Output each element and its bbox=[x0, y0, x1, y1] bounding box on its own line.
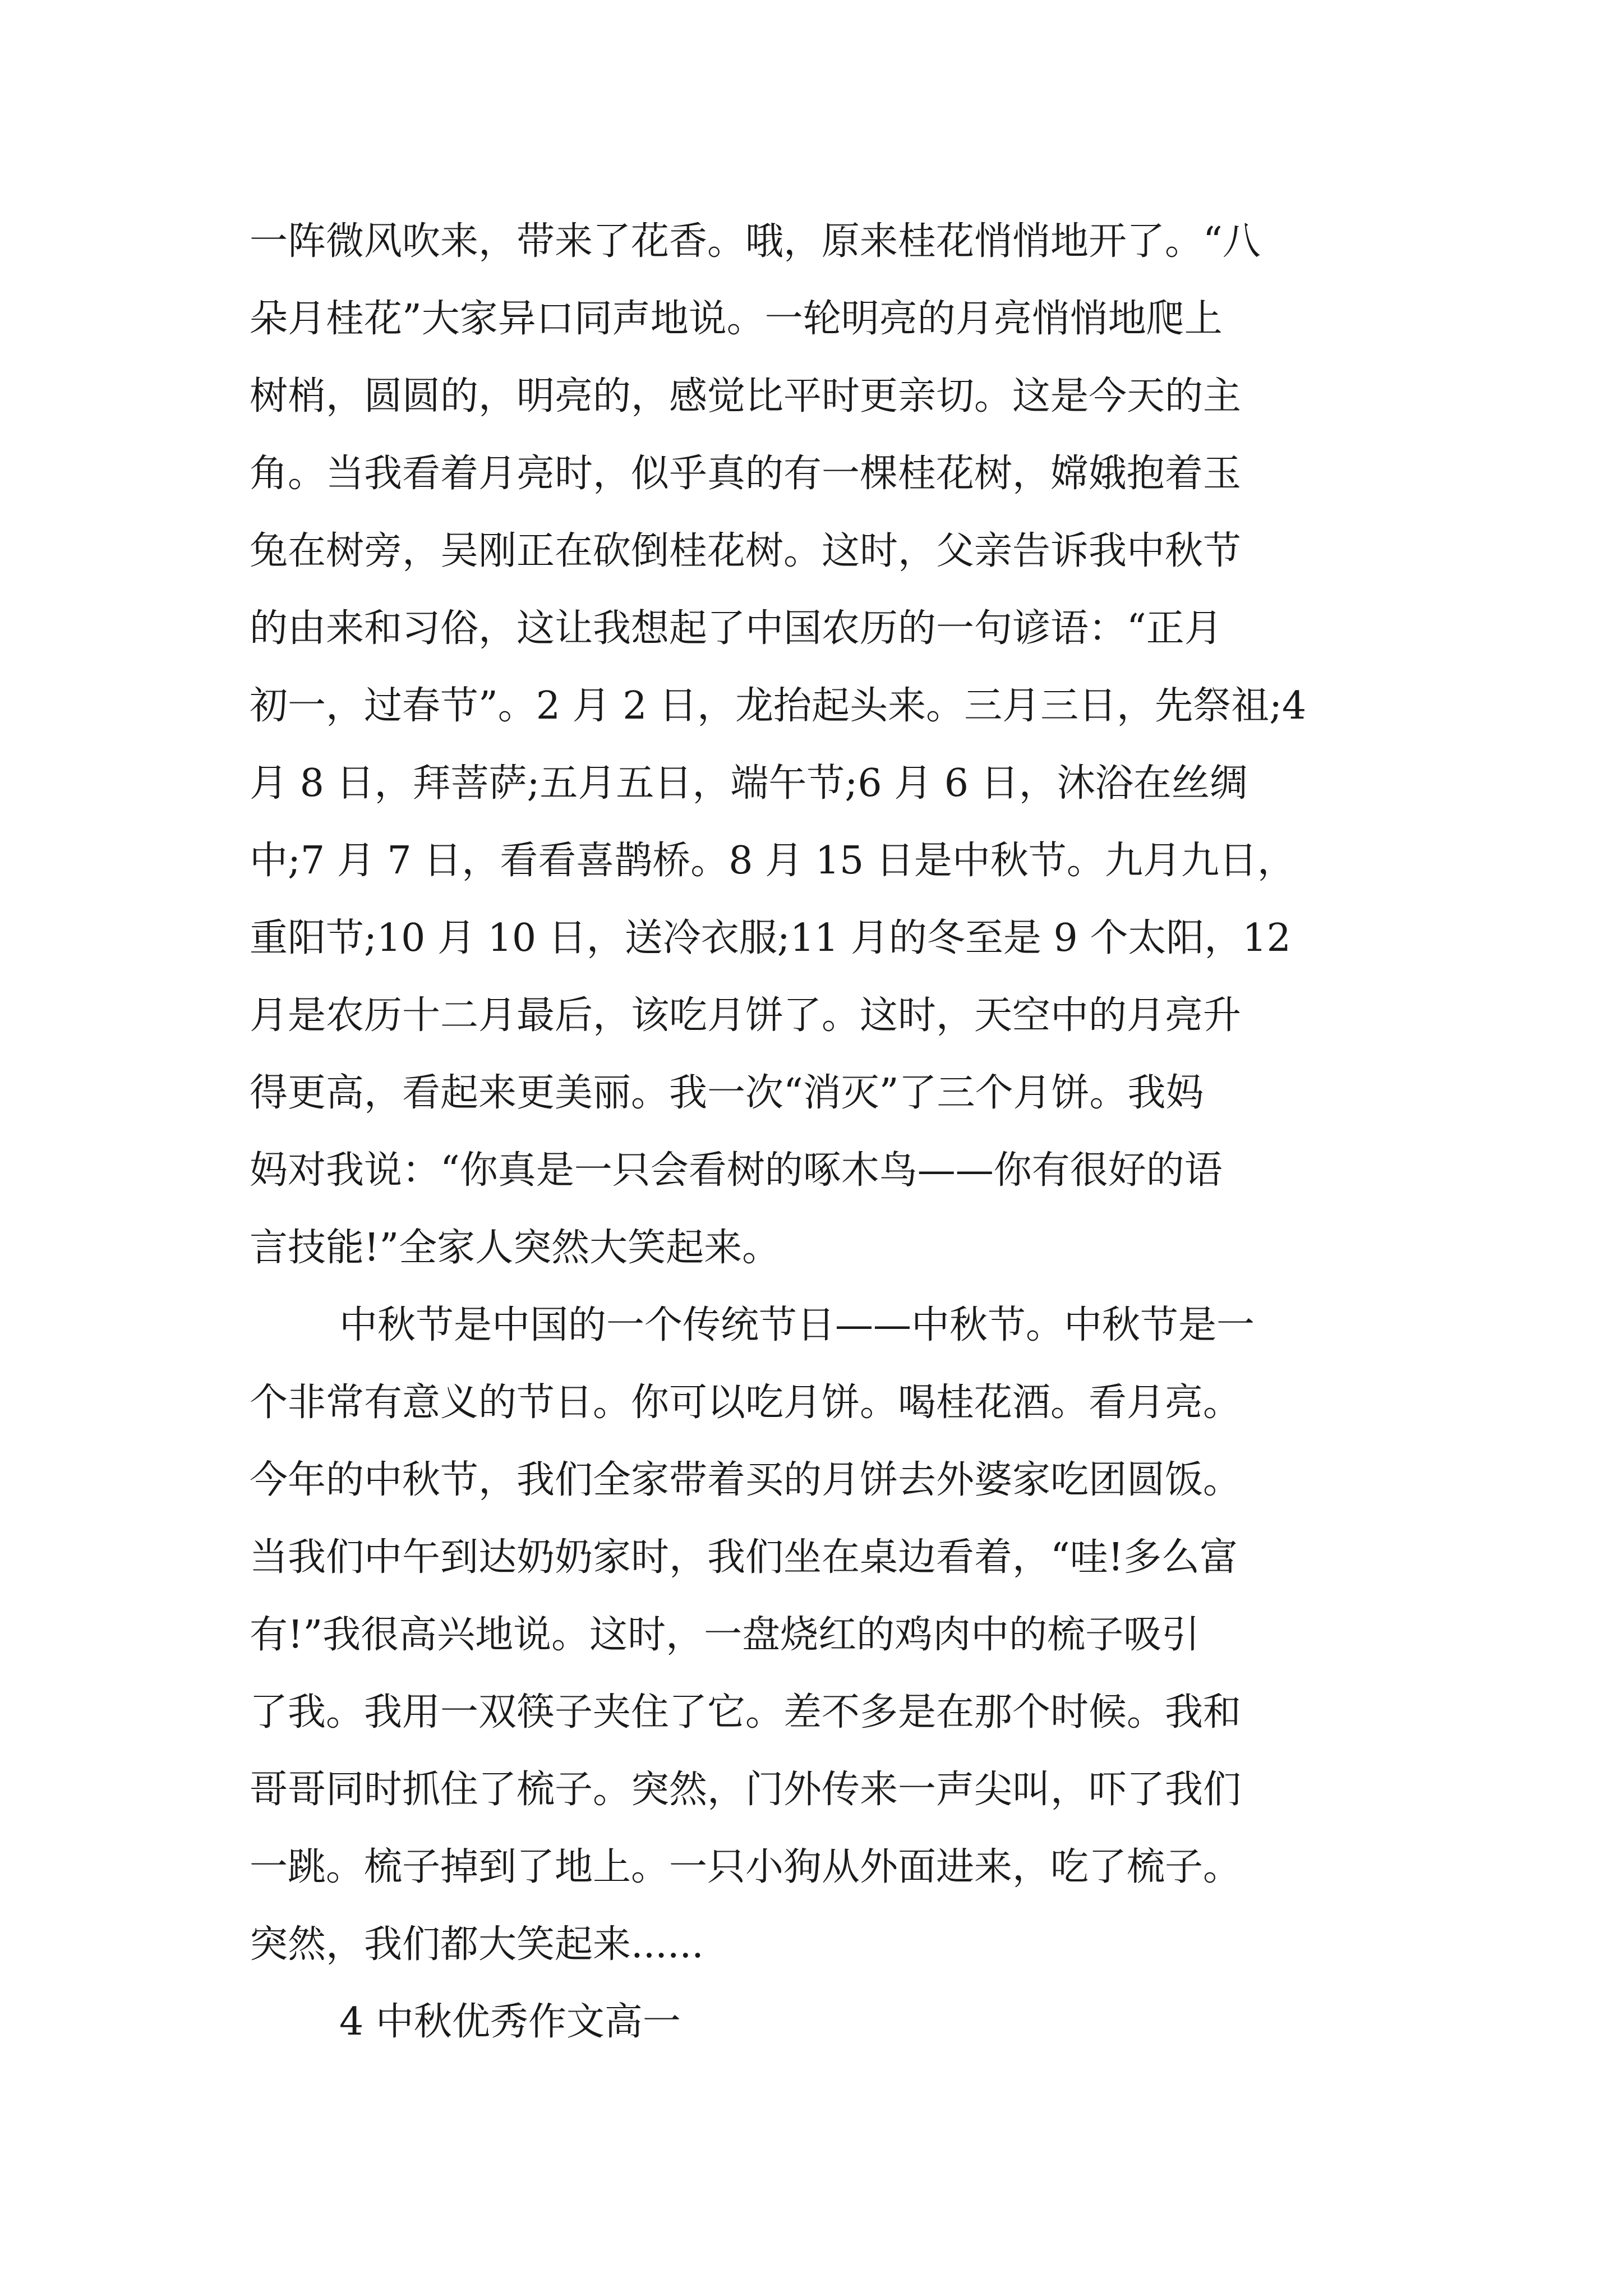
paragraph-2-line-5: 有!”我很高兴地说。这时，一盘烧红的鸡肉中的梳子吸引 bbox=[250, 1613, 1200, 1657]
paragraph-2-line-1: 中秋节是中国的一个传统节日——中秋节。中秋节是一 bbox=[339, 1303, 1255, 1347]
paragraph-1-line-2: 朵月桂花”大家异口同声地说。一轮明亮的月亮悄悄地爬上 bbox=[250, 297, 1223, 341]
paragraph-1-line-5: 兔在树旁，吴刚正在砍倒桂花树。这时，父亲告诉我中秋节 bbox=[250, 529, 1242, 573]
paragraph-1-line-14: 言技能!”全家人突然大笑起来。 bbox=[250, 1226, 781, 1270]
paragraph-1-line-12: 得更高，看起来更美丽。我一次“消灭”了三个月饼。我妈 bbox=[250, 1071, 1204, 1115]
paragraph-1-line-8: 月 8 日，拜菩萨;五月五日，端午节;6 月 6 日，沐浴在丝绸 bbox=[250, 761, 1248, 806]
paragraph-1-line-11: 月是农历十二月最后，该吃月饼了。这时，天空中的月亮升 bbox=[250, 993, 1242, 1038]
paragraph-2-line-7: 哥哥同时抓住了梳子。突然，门外传来一声尖叫，吓了我们 bbox=[250, 1768, 1242, 1812]
paragraph-2-line-9: 突然，我们都大笑起来...... bbox=[250, 1922, 704, 1967]
paragraph-1-line-9: 中;7 月 7 日，看看喜鹊桥。8 月 15 日是中秋节。九月九日， bbox=[250, 839, 1295, 883]
paragraph-1-line-7: 初一，过春节”。2 月 2 日，龙抬起头来。三月三日，先祭祖;4 bbox=[250, 684, 1307, 728]
paragraph-2-line-4: 当我们中午到达奶奶家时，我们坐在桌边看着，“哇!多么富 bbox=[250, 1535, 1238, 1580]
paragraph-1-line-10: 重阳节;10 月 10 日，送冷衣服;11 月的冬至是 9 个太阳，12 bbox=[250, 916, 1291, 960]
paragraph-1-line-3: 树梢，圆圆的，明亮的，感觉比平时更亲切。这是今天的主 bbox=[250, 374, 1242, 418]
section-heading: 4 中秋优秀作文高一 bbox=[339, 2000, 681, 2044]
paragraph-2-line-6: 了我。我用一双筷子夹住了它。差不多是在那个时候。我和 bbox=[250, 1690, 1242, 1734]
paragraph-1-line-6: 的由来和习俗，这让我想起了中国农历的一句谚语：“正月 bbox=[250, 606, 1223, 651]
paragraph-1-line-4: 角。当我看着月亮时，似乎真的有一棵桂花树，嫦娥抱着玉 bbox=[250, 452, 1242, 496]
paragraph-1-line-13: 妈对我说：“你真是一只会看树的啄木鸟——你有很好的语 bbox=[250, 1148, 1223, 1193]
paragraph-2-line-3: 今年的中秋节，我们全家带着买的月饼去外婆家吃团圆饭。 bbox=[250, 1458, 1242, 1502]
paragraph-2-line-8: 一跳。梳子掉到了地上。一只小狗从外面进来，吃了梳子。 bbox=[250, 1845, 1242, 1889]
paragraph-2-line-2: 个非常有意义的节日。你可以吃月饼。喝桂花酒。看月亮。 bbox=[250, 1381, 1242, 1425]
paragraph-1-line-1: 一阵微风吹来，带来了花香。哦，原来桂花悄悄地开了。“八 bbox=[250, 219, 1261, 264]
